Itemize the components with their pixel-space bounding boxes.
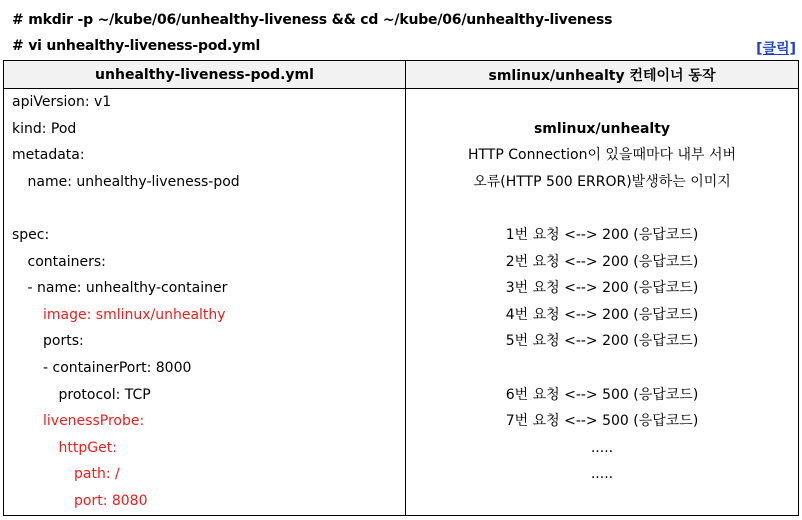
- behavior-line: 5번 요청 <--> 200 (응답코드): [505, 333, 699, 350]
- click-link[interactable]: [클릭]: [756, 41, 796, 57]
- yaml-file-header: unhealthy-liveness-pod.yml: [4, 61, 406, 89]
- table-body-row: [4, 89, 799, 516]
- yaml-line: name: unhealthy-liveness-pod: [27, 173, 240, 190]
- table-header-row: [4, 61, 799, 89]
- yaml-line: ports:: [43, 333, 84, 350]
- yaml-line: protocol: TCP: [58, 386, 151, 403]
- container-behavior-header: smlinux/unhealty 컨테이너 동작: [406, 61, 799, 89]
- yaml-line: httpGet:: [58, 439, 117, 456]
- mkdir-command: # mkdir -p ~/kube/06/unhealthy-liveness && cd ~/kube/06/unhealthy-liveness: [12, 12, 613, 28]
- behavior-line: 7번 요청 <--> 500 (응답코드): [505, 413, 699, 430]
- behavior-line: .....: [590, 466, 614, 483]
- vi-command: # vi unhealthy-liveness-pod.yml: [12, 38, 261, 54]
- image-name-label: smlinux/unhealty: [533, 120, 671, 137]
- yaml-line: - containerPort: 8000: [43, 359, 192, 376]
- yaml-line: path: /: [74, 466, 120, 483]
- behavior-line: 6번 요청 <--> 500 (응답코드): [505, 386, 699, 403]
- yaml-line: spec:: [12, 226, 50, 243]
- yaml-line: metadata:: [12, 147, 85, 164]
- behavior-content-cell: [406, 89, 799, 516]
- behavior-line: 오류(HTTP 500 ERROR)발생하는 이미지: [473, 173, 731, 190]
- yaml-line: livenessProbe:: [43, 413, 145, 430]
- yaml-line: kind: Pod: [12, 120, 77, 137]
- behavior-line: [406, 488, 798, 515]
- behavior-line: .....: [590, 439, 614, 456]
- yaml-content-cell: [4, 89, 406, 516]
- yaml-line: apiVersion: v1: [12, 94, 112, 110]
- behavior-line: [406, 355, 798, 382]
- yaml-behavior-table: [3, 60, 799, 516]
- behavior-line: [406, 195, 798, 222]
- behavior-line: 4번 요청 <--> 200 (응답코드): [505, 306, 699, 323]
- yaml-line: - name: unhealthy-container: [27, 280, 228, 297]
- behavior-line: [406, 89, 798, 116]
- behavior-line: 1번 요청 <--> 200 (응답코드): [505, 226, 699, 243]
- yaml-line: containers:: [27, 253, 106, 270]
- behavior-line: HTTP Connection이 있을때마다 내부 서버: [467, 147, 737, 164]
- behavior-line: 3번 요청 <--> 200 (응답코드): [505, 280, 699, 297]
- behavior-line: 2번 요청 <--> 200 (응답코드): [505, 253, 699, 270]
- yaml-line: [4, 195, 405, 222]
- yaml-line: port: 8080: [74, 492, 148, 509]
- yaml-line: image: smlinux/unhealthy: [43, 306, 226, 323]
